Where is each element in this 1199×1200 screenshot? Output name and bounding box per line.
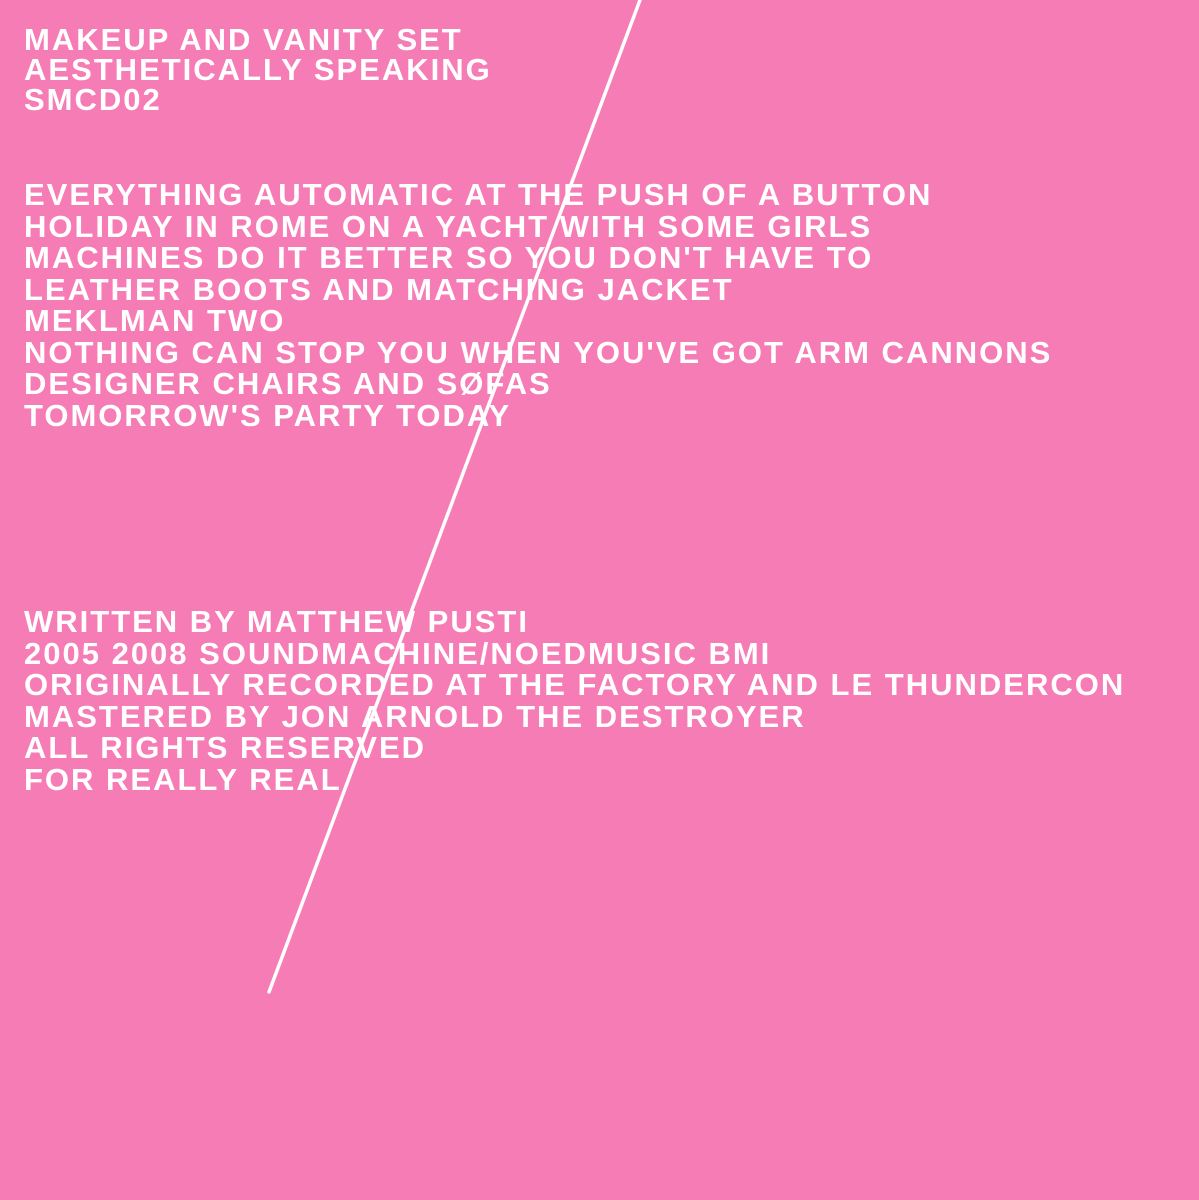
track-title: LEATHER BOOTS AND MATCHING JACKET xyxy=(24,271,734,307)
tracklist-block xyxy=(24,179,1052,431)
credit-line: ORIGINALLY RECORDED AT THE FACTORY AND LE THUNDERCON xyxy=(24,667,1126,702)
artist-name: MAKEUP AND VANITY SET xyxy=(24,22,463,57)
credit-line: WRITTEN BY MATTHEW PUSTI xyxy=(24,604,529,639)
track-title: TOMORROW'S PARTY TODAY xyxy=(24,397,512,433)
credit-line: FOR REALLY REAL xyxy=(24,761,342,797)
track-title: HOLIDAY IN ROME ON A YACHT WITH SOME GIRLS xyxy=(24,208,873,244)
credits-block xyxy=(24,606,1125,795)
diagonal-line-graphic xyxy=(269,0,640,992)
track-title: MEKLMAN TWO xyxy=(24,303,286,338)
track-title: MACHINES DO IT BETTER SO YOU DON'T HAVE TO xyxy=(24,240,874,275)
credit-line: ALL RIGHTS RESERVED xyxy=(24,730,427,765)
catalog-number: SMCD02 xyxy=(24,82,162,117)
track-title: NOTHING CAN STOP YOU WHEN YOU'VE GOT ARM CANNONS xyxy=(24,334,1053,370)
album-title: AESTHETICALLY SPEAKING xyxy=(24,52,492,87)
credit-line: 2005 2008 SOUNDMACHINE/NOEDMUSIC BMI xyxy=(24,635,772,671)
track-title: DESIGNER CHAIRS AND SØFAS xyxy=(24,366,552,401)
header-block xyxy=(24,22,492,117)
track-title: EVERYTHING AUTOMATIC AT THE PUSH OF A BUTTON xyxy=(24,177,933,212)
credit-line: MASTERED BY JON ARNOLD THE DESTROYER xyxy=(24,698,806,734)
